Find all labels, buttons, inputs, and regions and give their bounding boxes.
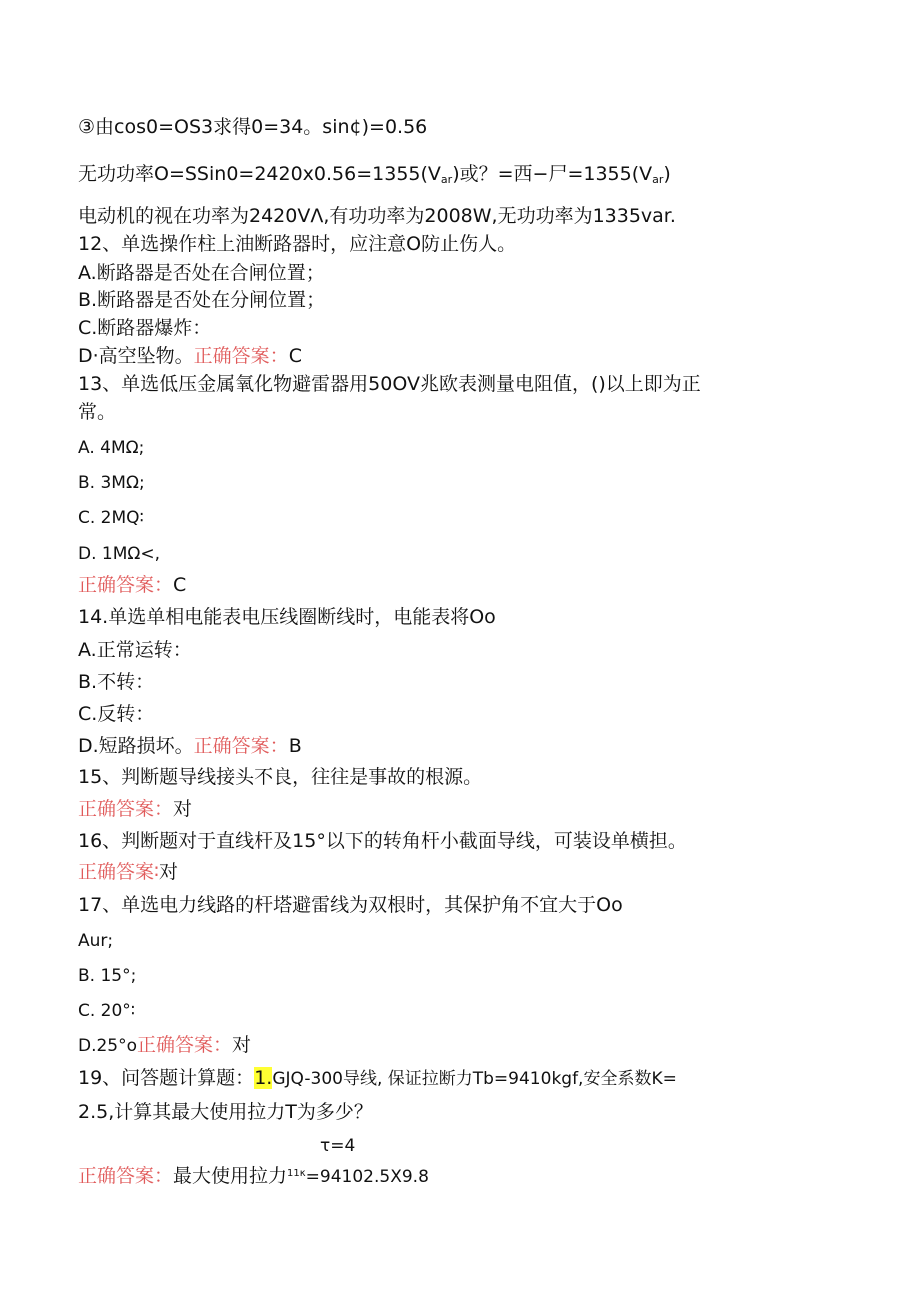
answer-value: C: [288, 345, 302, 367]
answer-value: 对: [232, 1034, 252, 1056]
text-fragment: )或？=西−尸=1355(V: [452, 163, 653, 185]
option-a: Aur;: [78, 931, 114, 951]
option-d: [78, 1033, 251, 1058]
superscript: 11κ: [287, 1168, 306, 1179]
question-17: 17、单选电力线路的杆塔避雷线为双根时，其保护角不宜大于Oo: [78, 894, 623, 916]
answer-value: 对: [158, 861, 178, 883]
option-b: B. 3MΩ;: [78, 473, 145, 493]
option-b: B.断路器是否处在分闸位置；: [78, 289, 326, 311]
answer-label: 正确答案∶: [78, 861, 159, 883]
answer-value: B: [288, 735, 302, 757]
text-fragment: ): [663, 163, 671, 185]
answer-label: 正确答案：: [78, 574, 174, 596]
answer-value: 对: [173, 798, 193, 820]
text-fragment: 19、问答题计算题：: [78, 1067, 255, 1089]
option-a: A.断路器是否处在合闸位置；: [78, 262, 325, 284]
option-c: C. 2MQ∶: [78, 508, 144, 528]
option-c: C.断路器爆炸：: [78, 317, 212, 339]
option-c: C.反转：: [78, 703, 155, 725]
option-b: B. 15°;: [78, 966, 137, 986]
option-c: C. 20°∶: [78, 1001, 136, 1021]
option-d: D. 1MΩ<,: [78, 544, 161, 564]
text-line: [78, 162, 671, 192]
answer-label: 正确答案：: [137, 1034, 233, 1056]
text-fragment: 最大使用拉力: [173, 1165, 288, 1187]
text-fragment: D·高空坠物。: [78, 345, 194, 367]
option-a: A.正常运转：: [78, 639, 192, 661]
option-b: B.不转：: [78, 671, 155, 693]
question-15: 15、判断题导线接头不良，往往是事故的根源。: [78, 766, 483, 788]
answer-label: 正确答案：: [193, 735, 289, 757]
text-fragment: D.短路损坏。: [78, 735, 194, 757]
answer-label: 正确答案：: [78, 1165, 174, 1187]
question-14: 14.单选单相电能表电压线圈断线时，电能表将Oo: [78, 606, 496, 628]
answer-label: 正确答案：: [78, 798, 174, 820]
answer-line: [78, 573, 186, 597]
text-fragment: D.25°o: [78, 1036, 138, 1056]
formula-tau: τ=4: [320, 1136, 356, 1156]
text-fragment: =94102.5X9.8: [305, 1167, 429, 1187]
question-12: 12、单选操作柱上油断路器时，应注意O防止伤人。: [78, 233, 517, 255]
option-a: A. 4MΩ;: [78, 438, 145, 458]
answer-value: C: [173, 574, 187, 596]
text-fragment: 无功功率O=SSin0=2420x0.56=1355(V: [78, 163, 441, 185]
question-13-cont: 常。: [78, 401, 117, 423]
answer-line: [78, 860, 178, 884]
answer-label: 正确答案：: [193, 345, 289, 367]
option-d: [78, 734, 302, 758]
question-16: 16、判断题对于直线杆及15°以下的转角杆小截面导线，可装设单横担。: [78, 830, 687, 852]
subscript: ar: [440, 173, 453, 186]
text-line: 电动机的视在功率为2420VΛ,有功功率为2008W,无功功率为1335var.: [78, 205, 676, 227]
highlighted-number: 1.: [254, 1067, 273, 1089]
text-line: ③由cos0=OS3求得0=34。sin¢)=0.56: [78, 116, 428, 138]
answer-line: [78, 1162, 429, 1189]
option-d: [78, 344, 302, 368]
text-fragment: GJQ-300导线, 保证拉断力Tb=9410kgf,安全系数K=: [272, 1069, 677, 1089]
question-13: 13、单选低压金属氧化物避雷器用50OV兆欧表测量电阻值，()以上即为正: [78, 373, 701, 395]
answer-line: [78, 797, 192, 821]
question-19: [78, 1066, 677, 1091]
question-19-cont: 2.5,计算其最大使用拉力T为多少？: [78, 1101, 373, 1123]
subscript: ar: [652, 173, 664, 186]
